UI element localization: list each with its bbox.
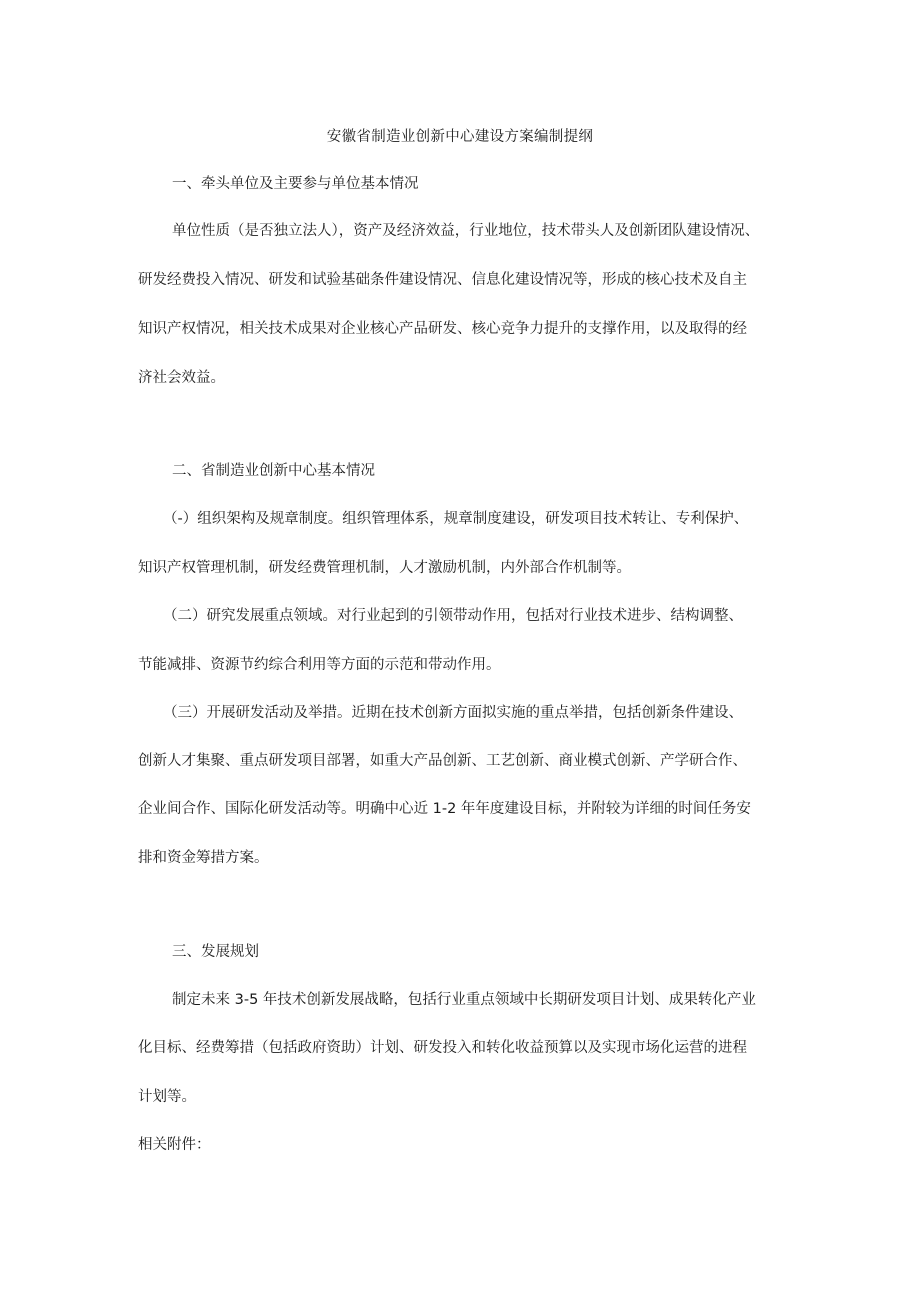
- section-3-line-2: 化目标、经费筹措（包括政府资助）计划、研发投入和转化收益预算以及实现市场化运营的进程: [138, 1040, 747, 1056]
- document-title: 安徽省制造业创新中心建设方案编制提纲: [326, 129, 594, 145]
- section-1-line-1: 单位性质（是否独立法人），资产及经济效益，行业地位，技术带头人及创新团队建设情况、: [172, 223, 760, 239]
- section-1-line-3: 知识产权情况，相关技术成果对企业核心产品研发、核心竞争力提升的支撑作用，以及取得的经: [138, 321, 747, 337]
- section-2-sub-3-line-4: 排和资金筹措方案。: [138, 850, 269, 866]
- section-2-sub-1-line-2: 知识产权管理机制，研发经费管理机制，人才激励机制，内外部合作机制等。: [138, 560, 631, 576]
- section-2-sub-3-line-1: （三）开展研发活动及举措。近期在技术创新方面拟实施的重点举措，包括创新条件建设、: [163, 705, 743, 721]
- section-3-line-1: 制定未来 3-5 年技术创新发展战略，包括行业重点领域中长期研发项目计划、成果转化产业: [172, 992, 756, 1008]
- section-2-sub-1-line-1: （-）组织架构及规章制度。组织管理体系，规章制度建设，研发项目技术转让、专利保护、: [163, 511, 749, 527]
- section-3-heading: 三、发展规划: [172, 944, 259, 960]
- section-2-heading: 二、省制造业创新中心基本情况: [172, 463, 375, 479]
- section-2-sub-2-line-1: （二）研究发展重点领域。对行业起到的引领带动作用，包括对行业技术进步、结构调整、: [163, 608, 743, 624]
- section-1-line-4: 济社会效益。: [138, 370, 225, 386]
- section-2-sub-2-line-2: 节能减排、资源节约综合利用等方面的示范和带动作用。: [138, 657, 501, 673]
- section-1-line-2: 研发经费投入情况、研发和试验基础条件建设情况、信息化建设情况等，形成的核心技术及自主: [138, 272, 747, 288]
- section-1-heading: 一、牵头单位及主要参与单位基本情况: [172, 176, 419, 192]
- attachments-label: 相关附件：: [138, 1137, 211, 1153]
- section-2-sub-3-line-2: 创新人才集聚、重点研发项目部署，如重大产品创新、工艺创新、商业模式创新、产学研合作、: [138, 753, 747, 769]
- section-3-line-3: 计划等。: [138, 1089, 196, 1105]
- section-2-sub-3-line-3: 企业间合作、国际化研发活动等。明确中心近 1-2 年年度建设目标，并附较为详细的时间任务安: [138, 801, 751, 817]
